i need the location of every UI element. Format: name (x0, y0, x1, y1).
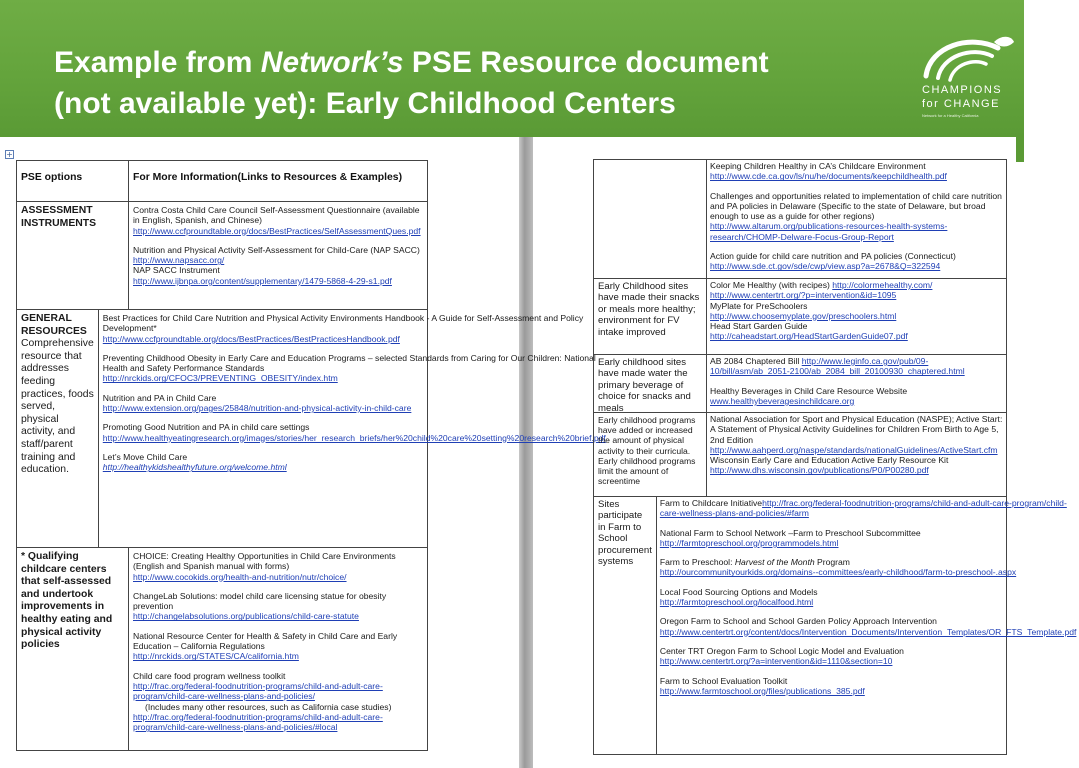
resource-link[interactable]: http://www.aahperd.org/naspe/standards/nationalGuidelines/ActiveStart.cfm (710, 444, 998, 455)
option-title: GENERAL RESOURCES (21, 313, 87, 337)
resource-text: Wisconsin Early Care and Education Active Early Resource Kit (710, 455, 949, 466)
pse-option-cell (17, 548, 129, 750)
logo-text-for-change: for CHANGE (922, 98, 1000, 110)
resource-link[interactable]: http://ourcommunityourkids.org/domains--committees/early-childhood/farm-to-preschool-.aspx (659, 567, 1017, 578)
pse-option-cell (594, 160, 707, 278)
logo-text-champions: CHAMPIONS (922, 84, 1003, 96)
table-row (594, 354, 1006, 412)
resource-text-inline: AB 2084 Chaptered Bill (710, 356, 800, 366)
resource-link[interactable]: http://www.cde.ca.gov/ls/nu/he/documents/keepchildhealth.pdf (710, 171, 947, 182)
pse-option-cell: Early childhood sites have made water the primary beverage of choice for snacks and meals (594, 355, 707, 412)
resource-link[interactable]: http://farmtopreschool.org/programmodels.html (659, 537, 839, 548)
resource-text: Best Practices for Child Care Nutrition and Physical Activity Environments Handbook - A Guide for Self-Assessment and Policy Development* (102, 313, 584, 334)
resource-text (710, 280, 1003, 290)
resource-link[interactable]: http://www.sde.ct.gov/sde/cwp/view.asp?a=2678&Q=322594 (710, 261, 941, 272)
resource-link[interactable]: http://www.healthyeatingresearch.org/images/stories/her_research_briefs/her%20child%20care%20setting%20research%20brief.pdf (102, 432, 606, 443)
table-row (594, 412, 1006, 496)
table-row (594, 160, 1006, 278)
resource-text: Contra Costa Child Care Council Self-Assessment Questionnaire (available in English, Spanish, and Chinese) (133, 205, 420, 226)
resource-text-inline: Farm to Childcare Initiative (659, 498, 763, 508)
resource-text (710, 356, 1003, 377)
resource-text: MyPlate for PreSchoolers (710, 300, 808, 311)
resources-cell (99, 310, 610, 547)
resources-cell (707, 160, 1006, 278)
resource-link[interactable]: http://caheadstart.org/HeadStartGardenGuide07.pdf (710, 331, 908, 342)
resource-text: National Association for Sport and Physical Education (NASPE); Active Start: A Statement of Physical Activity Guidelines for Children From Birth to Age 5, 2nd Edition (710, 414, 1003, 445)
title-text-line2: (not available yet): Early Childhood Centers (54, 87, 676, 120)
title-text-1: Example from (54, 46, 261, 79)
resource-text: Oregon Farm to School and School Garden Policy Approach Intervention (659, 616, 937, 627)
resource-link[interactable]: http://nrckids.org/CFOC3/PREVENTING_OBESITY/index.htm (102, 373, 338, 384)
resource-link[interactable]: http://healthykidshealthyfuture.org/welcome.html (102, 462, 287, 473)
resource-link[interactable]: http://www.centertrt.org/content/docs/Intervention_Documents/Intervention_Templates/OR_FTS_Template.pdf (659, 626, 1077, 637)
resources-cell (707, 355, 1006, 412)
resource-text: Head Start Garden Guide (710, 321, 808, 332)
resource-text: Center TRT Oregon Farm to School Logic Model and Evaluation (659, 645, 904, 656)
resources-cell (129, 202, 427, 309)
resource-text: Farm to School Evaluation Toolkit (659, 675, 788, 686)
pse-option-cell: Early Childhood sites have made their snacks or meals more healthy; environment for FV intake improved (594, 279, 707, 354)
resource-text-inline: Farm to Preschool: (659, 557, 735, 568)
option-title: ASSESSMENT INSTRUMENTS (21, 205, 97, 229)
resource-text: Preventing Childhood Obesity in Early Care and Education Programs – selected Standards from Caring for Our Children: National Health and Safety Performance Standards (102, 352, 596, 374)
resource-link[interactable]: http://farmtopreschool.org/localfood.html (659, 597, 814, 608)
resource-text: Child care food program wellness toolkit (133, 670, 286, 681)
resource-link[interactable]: http://www.farmtoschool.org/files/publications_385.pdf (659, 685, 865, 696)
resource-text-inline: Program (814, 557, 850, 568)
option-text: Early childhood programs limit the amount of screentime (598, 455, 696, 487)
table-row (594, 278, 1006, 354)
resources-cell (129, 548, 427, 750)
resource-text: Healthy Beverages in Child Care Resource Website (710, 385, 908, 396)
option-description: Comprehensive resource that addresses feeding practices, foods served, physical activity, and staff/parent training and education. (21, 338, 94, 476)
resources-cell (707, 279, 1006, 354)
resource-text (660, 557, 1077, 567)
resource-text-inline: Color Me Healthy (with recipes) (710, 280, 830, 290)
resource-link[interactable]: http://www.leginfo.ca.gov/pub/09-10/bill/asm/ab_2051-2100/ab_2084_bill_20100930_chaptered.html (710, 356, 965, 377)
table-row (17, 547, 427, 750)
resource-text: Nutrition and PA in Child Care (102, 392, 217, 403)
title-text-2: PSE Resource document (403, 46, 769, 79)
green-edge-strip (1016, 137, 1024, 162)
pse-option-cell (17, 310, 99, 547)
resource-text: Let’s Move Child Care (102, 451, 188, 462)
resource-link[interactable]: http://www.cocokids.org/health-and-nutrition/nutr/choice/ (133, 571, 347, 582)
resource-link[interactable]: http://colormehealthy.com/ (832, 280, 933, 290)
resource-text: National Farm to School Network –Farm to Preschool Subcommittee (659, 527, 921, 538)
resource-text: Local Food Sourcing Options and Models (659, 586, 818, 597)
resource-link[interactable]: www.healthybeveragesinchildcare.org (710, 395, 855, 406)
resource-link[interactable]: http://nrckids.org/STATES/CA/california.htm (133, 651, 299, 662)
resource-link[interactable]: http://www.ccfproundtable.org/docs/BestPractices/BestPracticesHandbook.pdf (102, 333, 400, 344)
resource-text: NAP SACC Instrument (133, 265, 220, 276)
resource-text-italic: Harvest of the Month (734, 557, 815, 568)
resource-link[interactable]: http://www.choosemyplate.gov/preschoolers.html (710, 310, 897, 321)
title-text-italic: Network’s (260, 46, 404, 79)
right-resource-table (593, 159, 1077, 755)
pse-option-cell: Sites participate in Farm to School procurement systems (594, 497, 657, 754)
resources-cell (707, 413, 1006, 496)
resource-link[interactable]: http://frac.org/federal-foodnutrition-programs/child-and-adult-care-program/child-care-wellness-plans-and-policies/#farm (659, 498, 1067, 519)
resource-link[interactable]: http://www.napsacc.org/ (133, 255, 225, 266)
champions-logo-icon (918, 30, 1018, 126)
resource-link[interactable]: http://www.altarum.org/publications-resources-health-systems-research/CHOMP-Delware-Focus-Group-Report (710, 221, 948, 242)
left-resource-table (16, 160, 606, 751)
resource-text: CHOICE: Creating Healthy Opportunities in Child Care Environments (English and Spanish manual with forms) (133, 551, 396, 572)
resource-text-inline: Nutrition and Physical Activity Self-Assessment for Child-Care (NAP SACC) (133, 244, 420, 255)
table-move-handle-icon[interactable]: + (6, 150, 13, 159)
resource-text: Action guide for child care nutrition and PA policies (Connecticut) (710, 251, 956, 262)
option-text: Early childhood programs have added or increased the amount of physical activity to their curricula. (598, 415, 696, 456)
resource-text: Challenges and opportunities related to implementation of child care nutrition and PA policies in Delaware (Specific to the state of Delaware, but broad enough to use as a guide for other regions) (710, 190, 1002, 222)
resource-link[interactable]: http://www.ccfproundtable.org/docs/BestPractices/SelfAssessmentQues.pdf (133, 225, 421, 236)
table-row (594, 496, 1077, 754)
resource-link[interactable]: http://frac.org/federal-foodnutrition-programs/child-and-adult-care-program/child-care-wellness-plans-and-policies/ (133, 680, 383, 702)
resource-link[interactable]: http://www.centertrt.org/?a=intervention&id=1110&section=10 (659, 656, 893, 667)
table-row (17, 201, 427, 309)
table-row (17, 309, 606, 547)
resource-link[interactable]: http://www.extension.org/pages/25848/nutrition-and-physical-activity-in-child-care (102, 403, 412, 414)
resource-note: (Includes many other resources, such as California case studies) (145, 701, 392, 712)
resource-text: ChangeLab Solutions: model child care licensing statue for obesity prevention (133, 590, 387, 612)
resource-link[interactable]: http://www.centertrt.org/?p=intervention&id=1095 (710, 290, 897, 301)
resource-text (660, 498, 1077, 519)
resource-text: Promoting Good Nutrition and PA in child care settings (102, 422, 310, 433)
resource-link[interactable]: http://www.ijbnpa.org/content/supplementary/1479-5868-4-29-s1.pdf (133, 275, 392, 286)
pse-option-cell (17, 202, 129, 309)
resource-link[interactable]: http://changelabsolutions.org/publications/child-care-statute (133, 611, 359, 622)
slide-title (54, 42, 914, 124)
slide-header (0, 0, 1024, 137)
table-header-row (17, 161, 427, 201)
resource-text: National Resource Center for Health & Safety in Child Care and Early Education – California Regulations (133, 630, 398, 652)
resource-text: Keeping Children Healthy in CA’s Childcare Environment (710, 161, 926, 171)
pse-option-cell (594, 413, 707, 496)
option-title: * Qualifying childcare centers that self-assessed and undertook improvements in healthy eating and physical activity policies (21, 551, 113, 651)
header-more-info: For More Information(Links to Resources & Examples) (133, 172, 403, 183)
header-pse-options: PSE options (17, 161, 129, 201)
resource-link[interactable]: http://www.dhs.wisconsin.gov/publications/P0/P00280.pdf (710, 465, 929, 476)
resource-link[interactable]: http://frac.org/federal-foodnutrition-programs/child-and-adult-care-program/child-care-wellness-plans-and-policies/#local (133, 711, 383, 733)
resources-cell (657, 497, 1079, 754)
resource-text (133, 245, 423, 266)
logo-tagline: Network for a Healthy California (922, 113, 979, 118)
